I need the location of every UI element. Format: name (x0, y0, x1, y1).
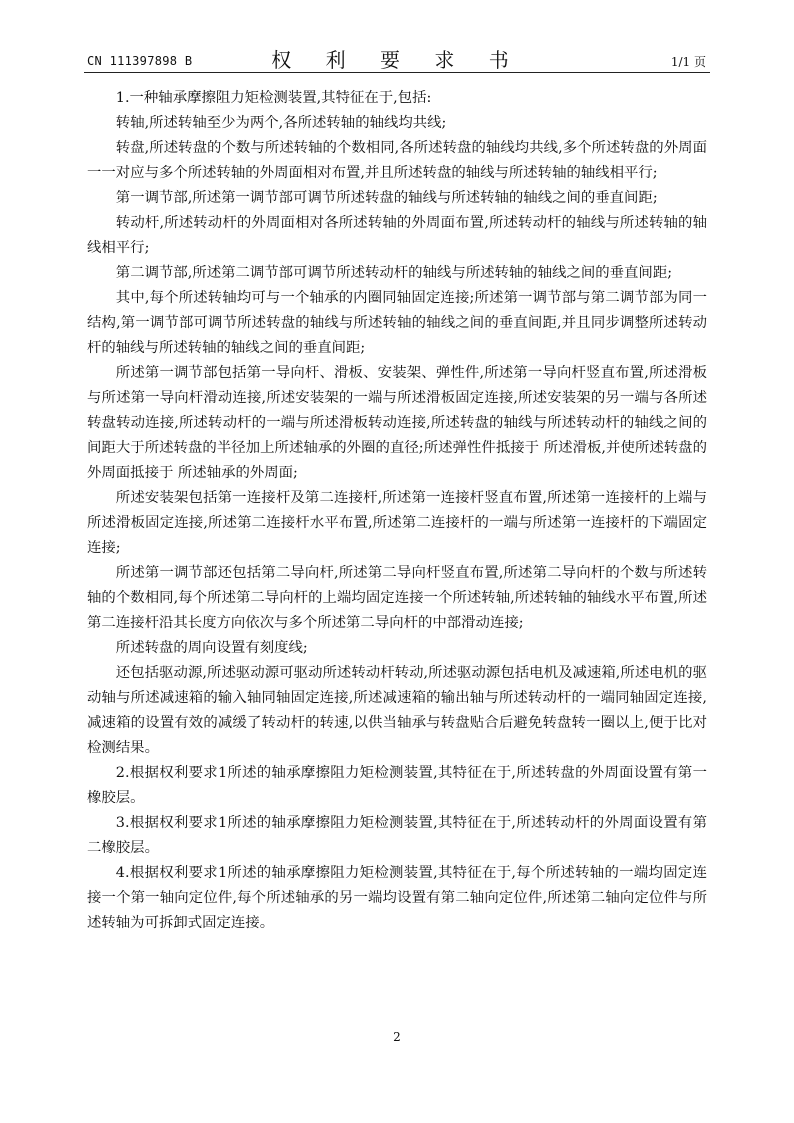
page-indicator: 1/1 页 (670, 55, 706, 69)
claim-paragraph: 转轴,所述转轴至少为两个,各所述转轴的轴线均共线; (115, 115, 447, 131)
page-number: 2 (393, 1030, 401, 1044)
claim-paragraph: 4.根据权利要求1所述的轴承摩擦阻力矩检测装置,其特征在于,每个所述转轴的一端均固定连接一个第一轴向定位件,每个所述轴承的另一端均设置有第二轴向定位件,所述第二轴向定位件与所述转轴为可拆卸式固定连接。 (87, 865, 707, 931)
claim-paragraph: 转动杆,所述转动杆的外周面相对各所述转轴的外周面布置,所述转动杆的轴线与所述转轴的轴线相平行; (87, 215, 707, 256)
claim-paragraph: 1.一种轴承摩擦阻力矩检测装置,其特征在于,包括: (115, 90, 432, 106)
claim-paragraph: 第二调节部,所述第二调节部可调节所述转动杆的轴线与所述转轴的轴线之间的垂直间距; (115, 265, 673, 281)
header-divider (84, 72, 710, 73)
claim-paragraph: 所述安装架包括第一连接杆及第二连接杆,所述第一连接杆竖直布置,所述第一连接杆的上端与所述滑板固定连接,所述第二连接杆水平布置,所述第二连接杆的一端与所述第一连接杆的下端固定连接; (87, 490, 707, 556)
page-title: 权 利 要 求 书 (271, 48, 523, 72)
claim-paragraph: 所述第一调节部还包括第二导向杆,所述第二导向杆竖直布置,所述第二导向杆的个数与所述转轴的个数相同,每个所述第二导向杆的上端均固定连接一个所述转轴,所述转轴的轴线水平布置,所述第二连接杆沿其长度方向依次与多个所述第二导向杆的中部滑动连接; (87, 565, 707, 631)
claims-body (87, 86, 707, 936)
claim-paragraph: 2.根据权利要求1所述的轴承摩擦阻力矩检测装置,其特征在于,所述转盘的外周面设置有第一橡胶层。 (87, 765, 707, 806)
claim-paragraph: 转盘,所述转盘的个数与所述转轴的个数相同,各所述转盘的轴线均共线,多个所述转盘的外周面一一对应与多个所述转轴的外周面相对布置,并且所述转盘的轴线与所述转轴的轴线相平行; (87, 140, 707, 181)
claim-paragraph: 3.根据权利要求1所述的轴承摩擦阻力矩检测装置,其特征在于,所述转动杆的外周面设置有第二橡胶层。 (87, 815, 707, 856)
claim-paragraph: 所述转盘的周向设置有刻度线; (115, 640, 308, 656)
claim-paragraph: 其中,每个所述转轴均可与一个轴承的内圈同轴固定连接;所述第一调节部与第二调节部为同一结构,第一调节部可调节所述转盘的轴线与所述转轴的轴线之间的垂直间距,并且同步调整所述转动杆的轴线与所述转轴的轴线之间的垂直间距; (87, 290, 707, 356)
claim-paragraph: 还包括驱动源,所述驱动源可驱动所述转动杆转动,所述驱动源包括电机及减速箱,所述电机的驱动轴与所述减速箱的输入轴同轴固定连接,所述减速箱的输出轴与所述转动杆的一端同轴固定连接,减速箱的设置有效的减缓了转动杆的转速,以供当轴承与转盘贴合后避免转盘转一圈以上,便于比对检测结果。 (87, 665, 707, 756)
claim-paragraph: 所述第一调节部包括第一导向杆、滑板、安装架、弹性件,所述第一导向杆竖直布置,所述滑板与所述第一导向杆滑动连接,所述安装架的一端与所述滑板固定连接,所述安装架的另一端与各所述转盘转动连接,所述转动杆的一端与所述滑板转动连接,所述转盘的轴线与所述转动杆的轴线之间的间距大于所述转盘的半径加上所述轴承的外圈的直径;所述弹性件抵接于 所述滑板,并使所述转盘的外周面抵接于 所述轴承的外周面; (87, 365, 707, 481)
claim-paragraph: 第一调节部,所述第一调节部可调节所述转盘的轴线与所述转轴的轴线之间的垂直间距; (115, 190, 658, 206)
patent-number: CN 111397898 B (87, 54, 193, 68)
